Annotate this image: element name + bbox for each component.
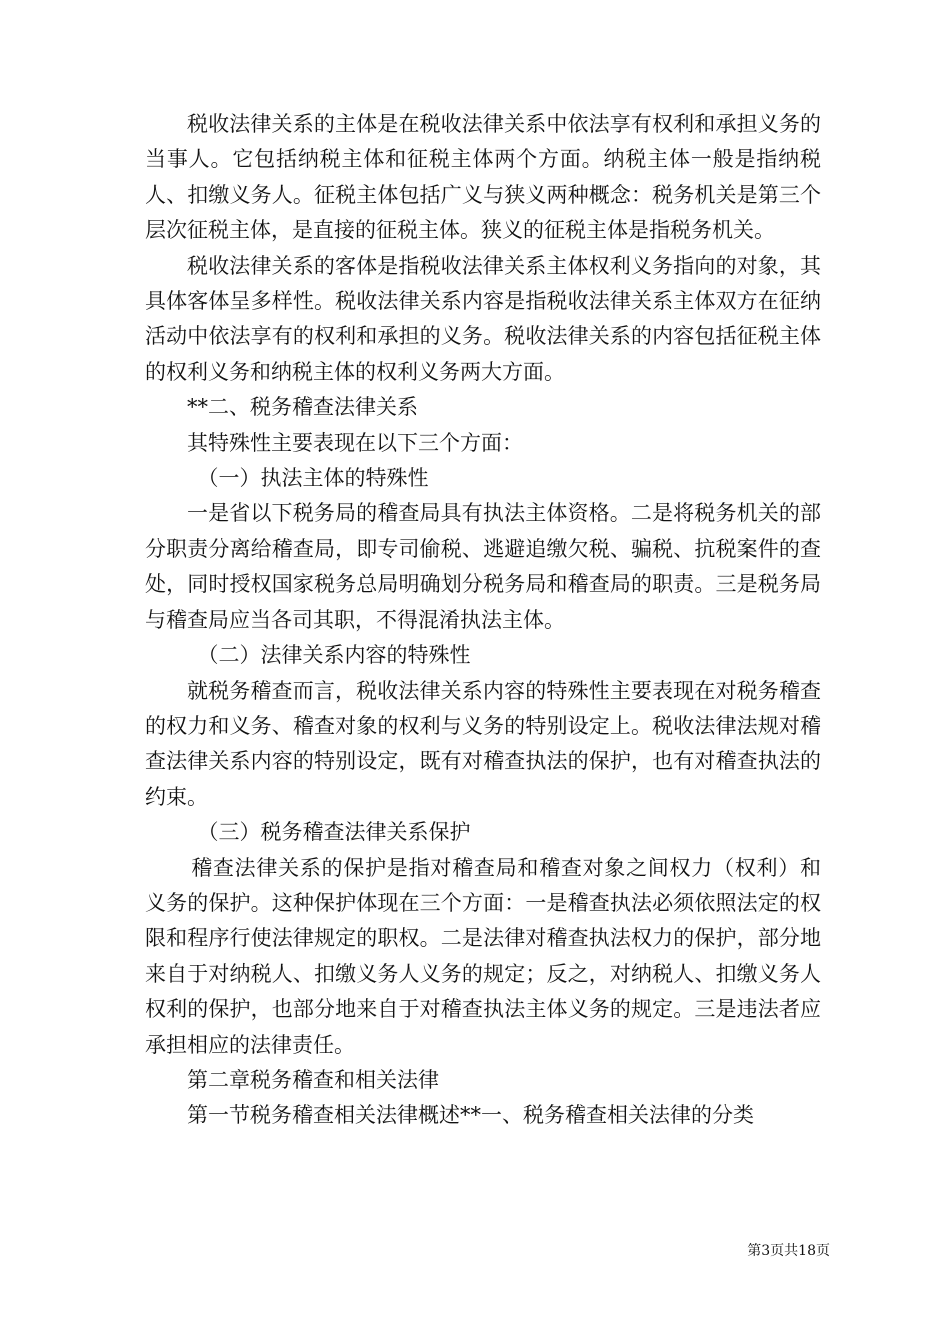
paragraph-legal-relation-content: 就税务稽查而言，税收法律关系内容的特殊性主要表现在对税务稽查的权力和义务、稽查对象的权利与义务的特别设定上。税收法律法规对稽查法律关系内容的特别设定，既有对稽查执法的保护，也有对稽查执法的约束。 bbox=[145, 678, 821, 809]
subheading-enforcement-subject: （一）执法主体的特殊性 bbox=[197, 466, 429, 491]
paragraph-special-aspects-intro: 其特殊性主要表现在以下三个方面： bbox=[187, 430, 523, 455]
chapter-heading-two: 第二章税务稽查和相关法律 bbox=[187, 1067, 439, 1092]
subheading-legal-relation-content: （二）法律关系内容的特殊性 bbox=[197, 643, 471, 668]
section-heading-audit-legal-relation: **二、税务稽查法律关系 bbox=[187, 395, 418, 420]
subheading-legal-relation-protection: （三）税务稽查法律关系保护 bbox=[197, 820, 471, 845]
document-body bbox=[145, 107, 821, 1134]
paragraph-tax-legal-object: 税收法律关系的客体是指税收法律关系主体权利义务指向的对象，其具体客体呈多样性。税收法律关系内容是指税收法律关系主体双方在征纳活动中依法享有的权利和承担的义务。税收法律关系的内容包括征税主体的权利义务和纳税主体的权利义务两大方面。 bbox=[145, 253, 821, 384]
paragraph-enforcement-subject: 一是省以下税务局的稽查局具有执法主体资格。二是将税务机关的部分职责分离给稽查局，即专司偷税、逃避追缴欠税、骗税、抗税案件的查处，同时授权国家税务总局明确划分税务局和稽查局的职责。三是税务局与稽查局应当各司其职，不得混淆执法主体。 bbox=[145, 501, 821, 632]
paragraph-tax-legal-subject: 税收法律关系的主体是在税收法律关系中依法享有权利和承担义务的当事人。它包括纳税主体和征税主体两个方面。纳税主体一般是指纳税人、扣缴义务人。征税主体包括广义与狭义两种概念：税务机关是第三个层次征税主体，是直接的征税主体。狭义的征税主体是指税务机关。 bbox=[145, 112, 821, 243]
paragraph-legal-relation-protection: 稽查法律关系的保护是指对稽查局和稽查对象之间权力（权利）和义务的保护。这种保护体现在三个方面：一是稽查执法必须依照法定的权限和程序行使法律规定的职权。二是法律对稽查执法权力的保护，部分地来自于对纳税人、扣缴义务人义务的规定；反之，对纳税人、扣缴义务人权利的保护，也部分地来自于对稽查执法主体义务的规定。三是违法者应承担相应的法律责任。 bbox=[145, 855, 821, 1057]
page-number: 第3页共18页 bbox=[747, 1243, 830, 1259]
section-heading-one: 第一节税务稽查相关法律概述**一、税务稽查相关法律的分类 bbox=[187, 1103, 754, 1128]
